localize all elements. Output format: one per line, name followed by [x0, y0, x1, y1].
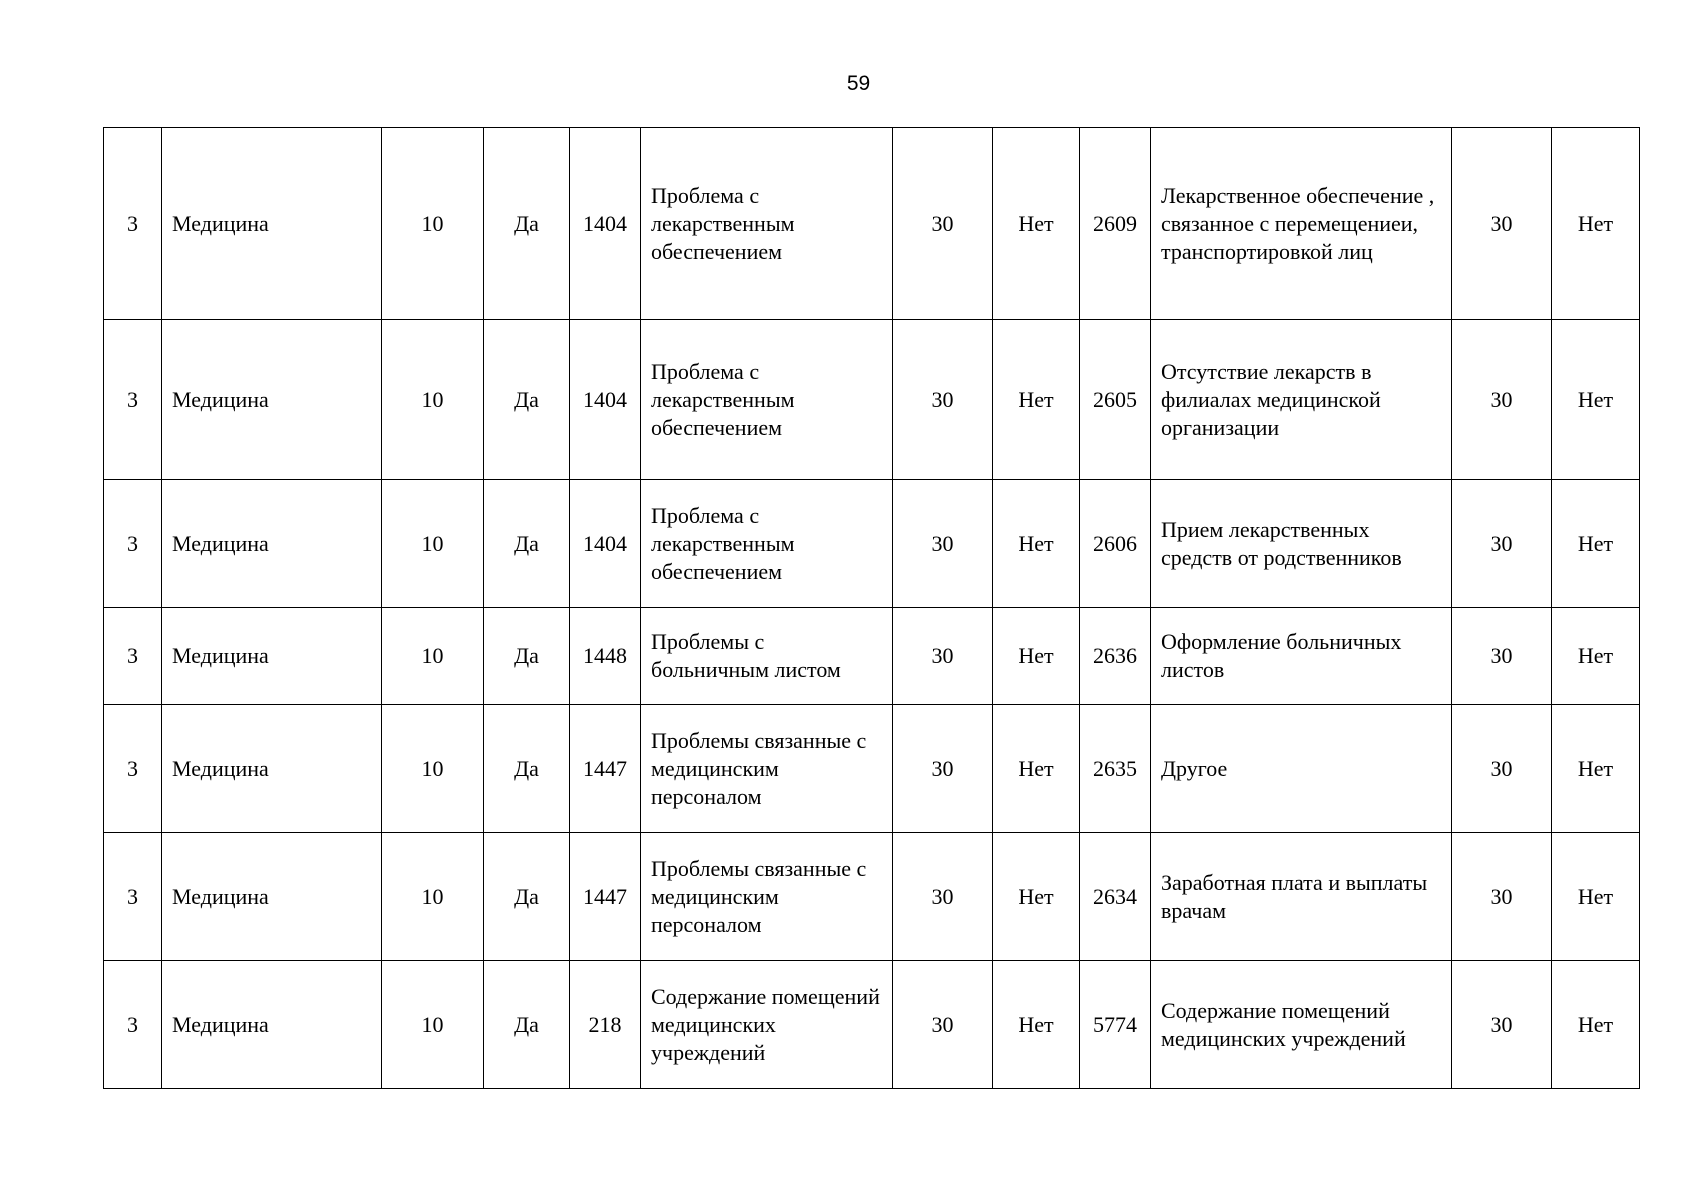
- cell-subtopic: Прием лекарственных средств от родственников: [1151, 480, 1452, 608]
- cell-category: Медицина: [162, 833, 382, 961]
- cell-topic-days: 30: [893, 833, 993, 961]
- cell-group-id: 3: [104, 480, 162, 608]
- table-row: [104, 705, 1640, 833]
- cell-topic: Проблемы с больничным листом: [641, 608, 893, 705]
- cell-topic-id: 1404: [570, 480, 641, 608]
- table-row: [104, 961, 1640, 1089]
- cell-subtopic-flag: Нет: [1552, 320, 1640, 480]
- cell-category-days: 10: [382, 608, 484, 705]
- cell-group-id: 3: [104, 833, 162, 961]
- cell-topic: Проблема с лекарственным обеспечением: [641, 128, 893, 320]
- cell-group-id: 3: [104, 961, 162, 1089]
- cell-topic-id: 1404: [570, 320, 641, 480]
- cell-subtopic-flag: Нет: [1552, 705, 1640, 833]
- cell-category: Медицина: [162, 705, 382, 833]
- cell-topic: Проблемы связанные с медицинским персоналом: [641, 833, 893, 961]
- cell-topic-flag: Нет: [993, 128, 1080, 320]
- cell-category-days: 10: [382, 833, 484, 961]
- cell-category-flag: Да: [484, 705, 570, 833]
- cell-topic-id: 1448: [570, 608, 641, 705]
- cell-subtopic: Содержание помещений медицинских учреждений: [1151, 961, 1452, 1089]
- table-row: [104, 608, 1640, 705]
- cell-category-flag: Да: [484, 961, 570, 1089]
- cell-subtopic-id: 2606: [1080, 480, 1151, 608]
- cell-subtopic-flag: Нет: [1552, 833, 1640, 961]
- cell-subtopic-id: 2605: [1080, 320, 1151, 480]
- cell-topic-days: 30: [893, 705, 993, 833]
- cell-subtopic-flag: Нет: [1552, 961, 1640, 1089]
- cell-subtopic-id: 2635: [1080, 705, 1151, 833]
- cell-topic-days: 30: [893, 128, 993, 320]
- cell-category-days: 10: [382, 128, 484, 320]
- cell-topic-id: 1447: [570, 833, 641, 961]
- cell-subtopic: Заработная плата и выплаты врачам: [1151, 833, 1452, 961]
- cell-topic-flag: Нет: [993, 833, 1080, 961]
- cell-topic-days: 30: [893, 961, 993, 1089]
- cell-group-id: 3: [104, 705, 162, 833]
- cell-topic-flag: Нет: [993, 961, 1080, 1089]
- table-row: [104, 320, 1640, 480]
- cell-topic-days: 30: [893, 480, 993, 608]
- cell-subtopic-flag: Нет: [1552, 128, 1640, 320]
- cell-topic-id: 218: [570, 961, 641, 1089]
- table-row: [104, 833, 1640, 961]
- cell-topic-flag: Нет: [993, 705, 1080, 833]
- cell-subtopic-days: 30: [1452, 961, 1552, 1089]
- cell-subtopic-days: 30: [1452, 833, 1552, 961]
- cell-subtopic-days: 30: [1452, 705, 1552, 833]
- cell-category-days: 10: [382, 320, 484, 480]
- cell-subtopic: Лекарственное обеспечение , связанное с перемещениеи, транспортировкой лиц: [1151, 128, 1452, 320]
- cell-topic-flag: Нет: [993, 480, 1080, 608]
- cell-topic-days: 30: [893, 608, 993, 705]
- cell-group-id: 3: [104, 320, 162, 480]
- table-row: [104, 128, 1640, 320]
- cell-category-flag: Да: [484, 320, 570, 480]
- cell-subtopic-id: 2634: [1080, 833, 1151, 961]
- cell-group-id: 3: [104, 608, 162, 705]
- cell-topic-id: 1404: [570, 128, 641, 320]
- cell-subtopic-flag: Нет: [1552, 608, 1640, 705]
- cell-category-days: 10: [382, 961, 484, 1089]
- cell-category: Медицина: [162, 128, 382, 320]
- cell-category-flag: Да: [484, 128, 570, 320]
- cell-category-flag: Да: [484, 833, 570, 961]
- cell-category: Медицина: [162, 961, 382, 1089]
- cell-topic: Проблемы связанные с медицинским персоналом: [641, 705, 893, 833]
- page-number: 59: [846, 72, 871, 95]
- cell-topic-days: 30: [893, 320, 993, 480]
- cell-topic-id: 1447: [570, 705, 641, 833]
- data-table: [103, 127, 1640, 1089]
- cell-subtopic-days: 30: [1452, 128, 1552, 320]
- cell-category-flag: Да: [484, 608, 570, 705]
- cell-subtopic: Отсутствие лекарств в филиалах медицинской организации: [1151, 320, 1452, 480]
- cell-subtopic-id: 2609: [1080, 128, 1151, 320]
- table-row: [104, 480, 1640, 608]
- cell-subtopic-id: 2636: [1080, 608, 1151, 705]
- cell-category: Медицина: [162, 480, 382, 608]
- cell-category-days: 10: [382, 480, 484, 608]
- cell-subtopic: Другое: [1151, 705, 1452, 833]
- cell-subtopic-days: 30: [1452, 480, 1552, 608]
- cell-subtopic-flag: Нет: [1552, 480, 1640, 608]
- cell-topic: Проблема с лекарственным обеспечением: [641, 320, 893, 480]
- cell-topic-flag: Нет: [993, 608, 1080, 705]
- cell-subtopic-days: 30: [1452, 320, 1552, 480]
- cell-subtopic-id: 5774: [1080, 961, 1151, 1089]
- cell-category: Медицина: [162, 320, 382, 480]
- cell-category-days: 10: [382, 705, 484, 833]
- cell-subtopic: Оформление больничных листов: [1151, 608, 1452, 705]
- cell-topic: Проблема с лекарственным обеспечением: [641, 480, 893, 608]
- cell-topic: Содержание помещений медицинских учреждений: [641, 961, 893, 1089]
- cell-category: Медицина: [162, 608, 382, 705]
- cell-group-id: 3: [104, 128, 162, 320]
- cell-subtopic-days: 30: [1452, 608, 1552, 705]
- cell-topic-flag: Нет: [993, 320, 1080, 480]
- cell-category-flag: Да: [484, 480, 570, 608]
